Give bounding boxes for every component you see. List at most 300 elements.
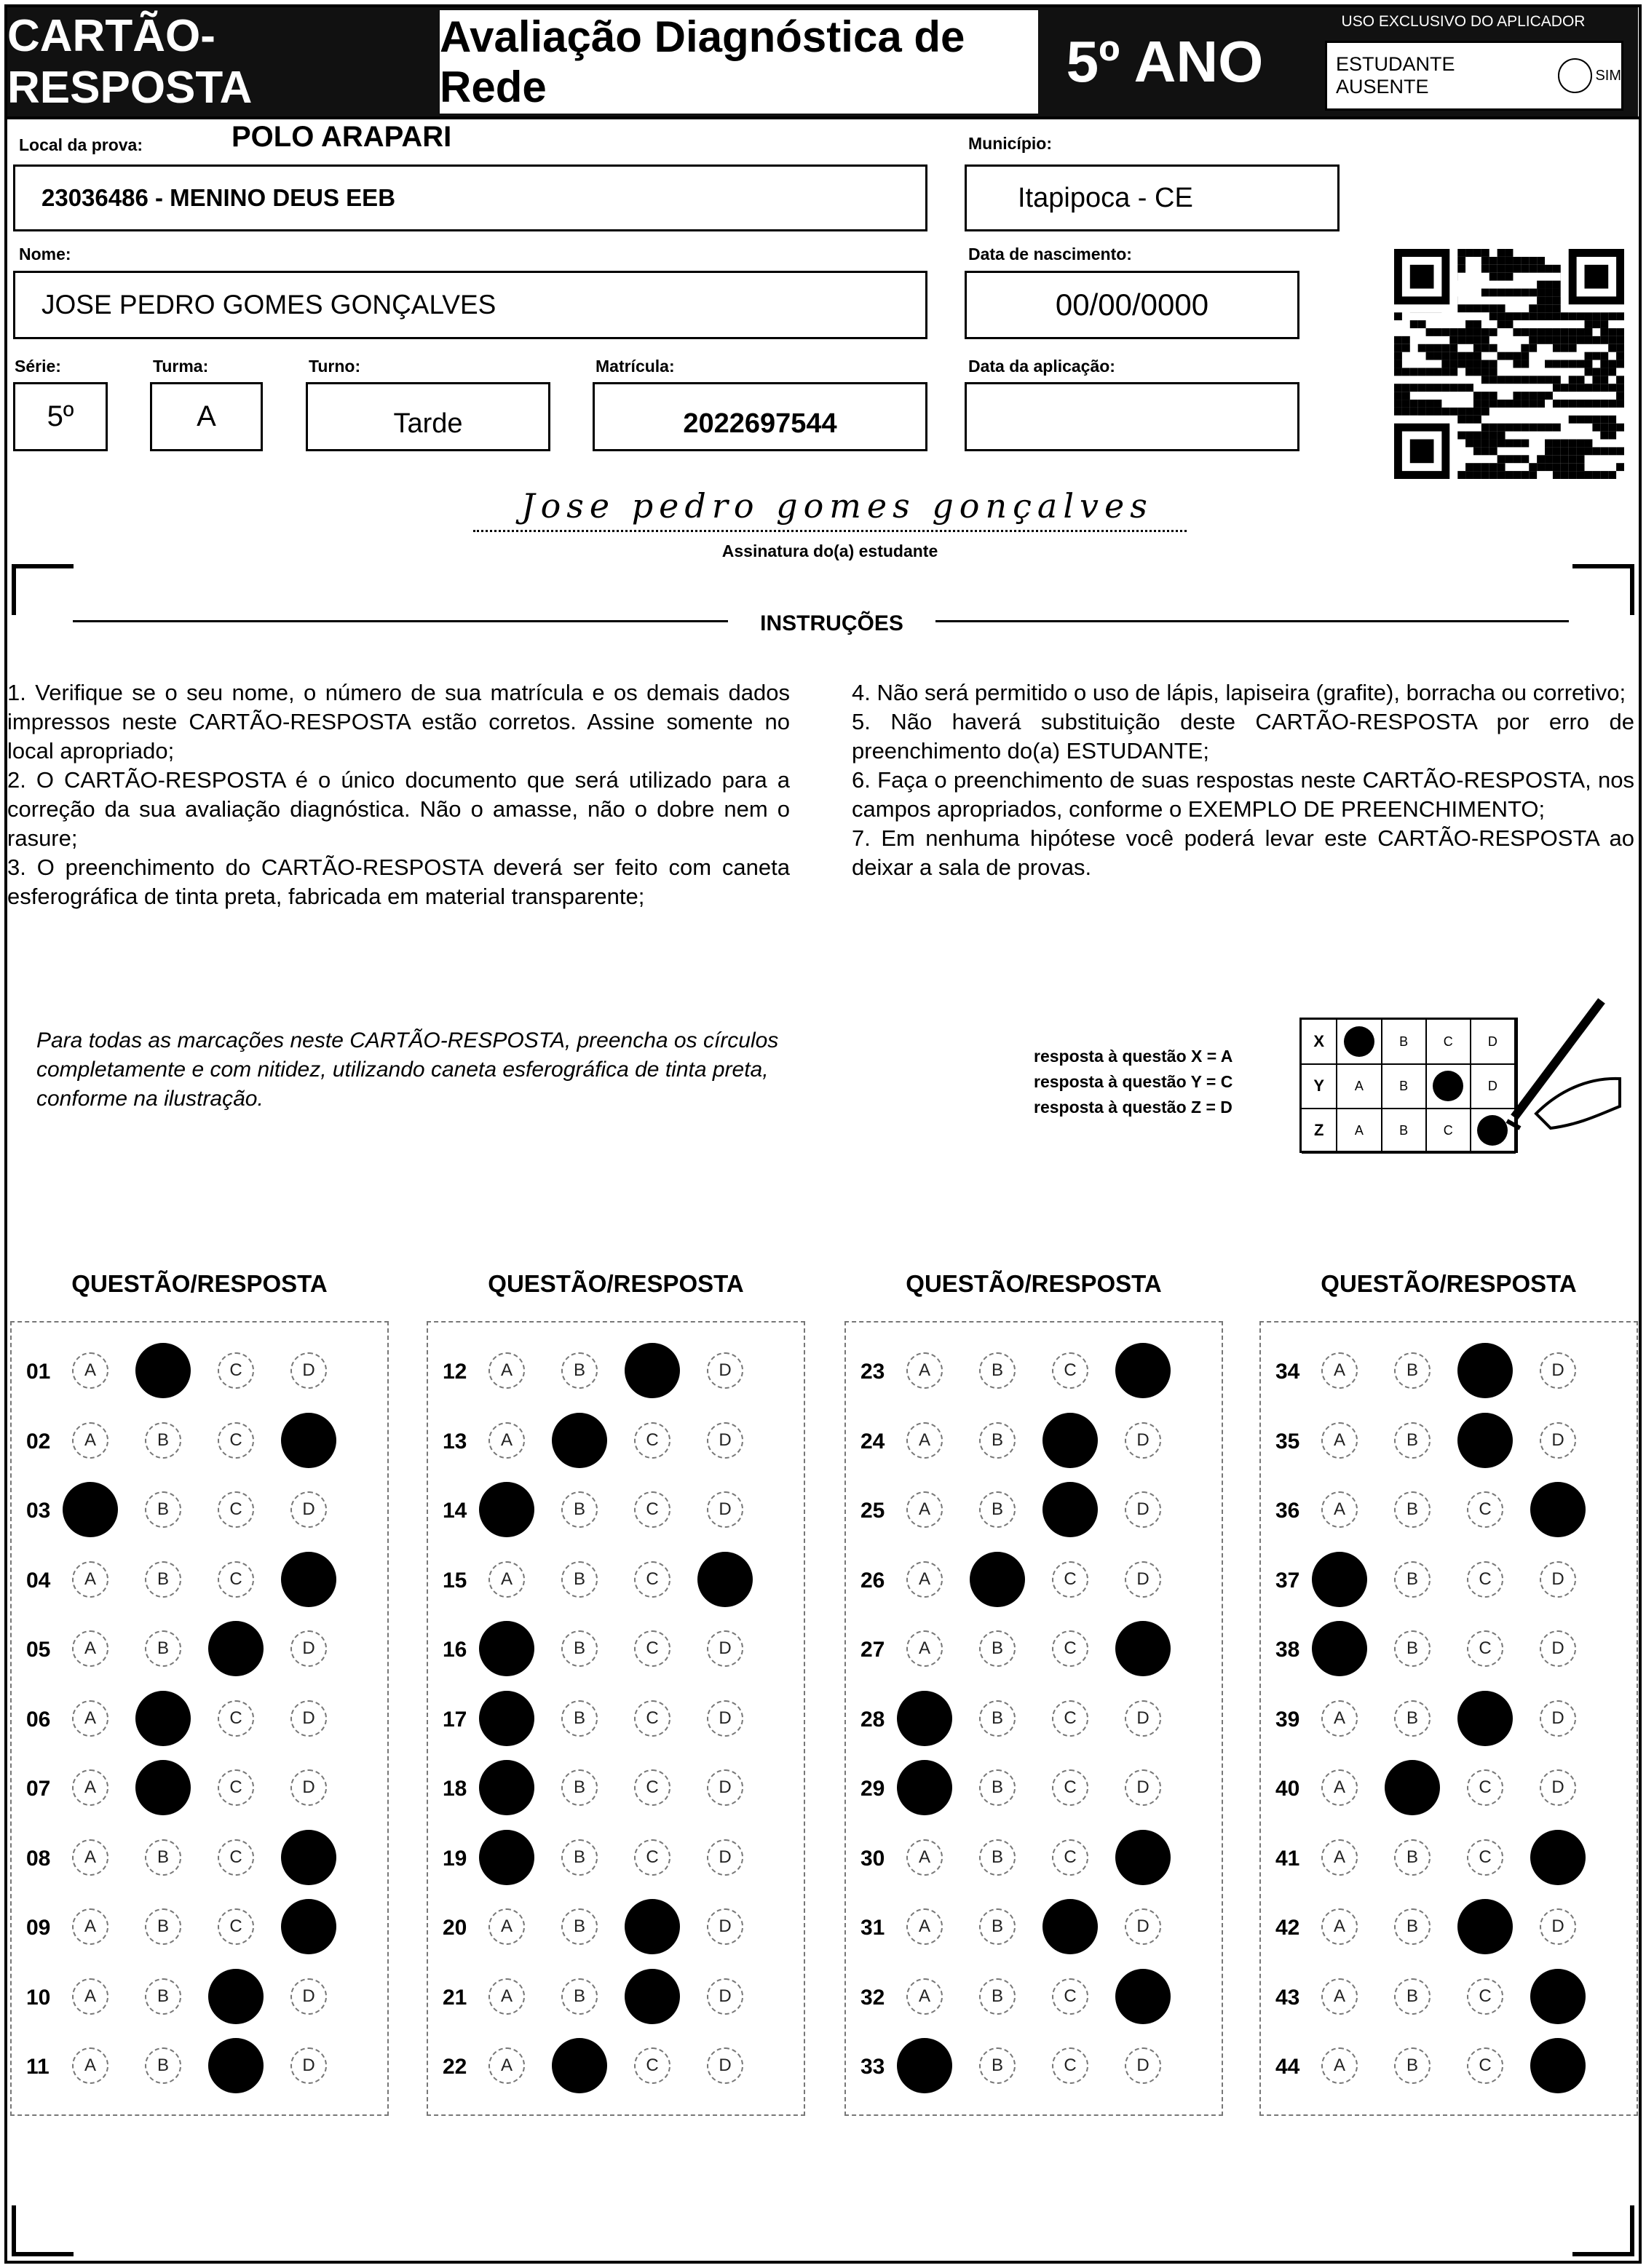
- answer-bubble-b[interactable]: B: [145, 2047, 181, 2084]
- answer-bubble-d[interactable]: D: [1125, 2047, 1161, 2084]
- example-row-label: X: [1302, 1020, 1337, 1063]
- answer-bubble-b[interactable]: [970, 1552, 1025, 1607]
- example-option-b: B: [1382, 1064, 1427, 1108]
- answer-bubble-b[interactable]: B: [979, 1352, 1016, 1389]
- answer-bubble-d[interactable]: D: [1540, 1422, 1576, 1459]
- answer-bubble-b[interactable]: B: [145, 1422, 181, 1459]
- answer-bubble-d[interactable]: D: [707, 1491, 743, 1528]
- answer-bubble-b[interactable]: B: [561, 1561, 598, 1598]
- pen-illustration: [1463, 997, 1631, 1143]
- question-number: 19: [443, 1846, 467, 1871]
- answer-bubble-a[interactable]: A: [488, 1422, 525, 1459]
- example-line-x: resposta à questão X = A: [1034, 1047, 1233, 1066]
- answer-bubble-c[interactable]: C: [634, 2047, 670, 2084]
- question-number: 24: [860, 1429, 885, 1454]
- answer-bubble-d[interactable]: [1115, 1621, 1171, 1676]
- applicator-label: USO EXCLUSIVO DO APLICADOR: [1341, 13, 1586, 30]
- answer-bubble-a[interactable]: A: [906, 1630, 943, 1667]
- question-number: 14: [443, 1499, 467, 1523]
- answer-bubble-d[interactable]: D: [707, 1769, 743, 1806]
- answer-bubble-d[interactable]: [1530, 1482, 1586, 1537]
- answer-bubble-b[interactable]: B: [1394, 1700, 1431, 1737]
- question-number: 33: [860, 2055, 885, 2079]
- answer-bubble-b[interactable]: B: [145, 1630, 181, 1667]
- question-number: 08: [26, 1846, 51, 1871]
- example-option-a: A: [1337, 1064, 1382, 1108]
- answer-bubble-c[interactable]: [1042, 1482, 1098, 1537]
- answer-bubble-c[interactable]: C: [1467, 1839, 1503, 1876]
- answer-bubble-c[interactable]: C: [1052, 1839, 1088, 1876]
- answer-column-title: QUESTÃO/RESPOSTA: [488, 1270, 744, 1297]
- answer-bubble-c[interactable]: [1042, 1899, 1098, 1954]
- answer-bubble-d[interactable]: D: [1540, 1769, 1576, 1806]
- answer-bubble-a[interactable]: A: [906, 1561, 943, 1598]
- answer-bubble-c[interactable]: C: [634, 1630, 670, 1667]
- question-number: 42: [1275, 1916, 1300, 1940]
- question-number: 39: [1275, 1707, 1300, 1732]
- application-date-label: Data da aplicação:: [968, 357, 1115, 376]
- answer-bubble-a[interactable]: A: [72, 2047, 108, 2084]
- question-number: 04: [26, 1568, 51, 1593]
- instructions-right: [852, 678, 1634, 882]
- answer-bubble-a[interactable]: A: [1321, 1978, 1358, 2015]
- answer-bubble-a[interactable]: [1312, 1552, 1367, 1607]
- question-number: 18: [443, 1777, 467, 1801]
- header-rule: [7, 116, 1639, 119]
- answer-bubble-c[interactable]: C: [218, 1908, 254, 1945]
- question-number: 10: [26, 1985, 51, 2010]
- answer-bubble-a[interactable]: A: [906, 1491, 943, 1528]
- answer-bubble-a[interactable]: A: [72, 1700, 108, 1737]
- answer-bubble-d[interactable]: [1530, 1969, 1586, 2024]
- answer-bubble-a[interactable]: [479, 1760, 534, 1815]
- answer-bubble-b[interactable]: [552, 1413, 607, 1468]
- instruction-5: 5. Não haverá substituição deste CARTÃO-RESPOSTA por erro de preenchimento do(a) ESTUDANTE;: [852, 709, 1634, 764]
- answer-bubble-b[interactable]: [552, 2038, 607, 2093]
- answer-bubble-d[interactable]: [697, 1552, 753, 1607]
- answer-bubble-b[interactable]: B: [561, 1908, 598, 1945]
- card-title: CARTÃO-RESPOSTA: [7, 7, 437, 116]
- answer-bubble-a[interactable]: A: [906, 1839, 943, 1876]
- answer-bubble-b[interactable]: [135, 1760, 191, 1815]
- answer-bubble-c[interactable]: [1457, 1899, 1513, 1954]
- answer-bubble-d[interactable]: D: [1125, 1908, 1161, 1945]
- example-row-label: Z: [1302, 1109, 1337, 1152]
- answer-bubble-a[interactable]: A: [1321, 1700, 1358, 1737]
- turma-label: Turma:: [153, 357, 209, 376]
- answer-bubble-c[interactable]: C: [1467, 1561, 1503, 1598]
- answer-bubble-c[interactable]: C: [1052, 2047, 1088, 2084]
- answer-bubble-d[interactable]: D: [290, 2047, 327, 2084]
- answer-bubble-b[interactable]: B: [561, 1839, 598, 1876]
- answer-bubble-b[interactable]: B: [1394, 1352, 1431, 1389]
- question-number: 20: [443, 1916, 467, 1940]
- example-row-label: Y: [1302, 1064, 1337, 1108]
- answer-bubble-a[interactable]: A: [906, 1422, 943, 1459]
- answer-bubble-b[interactable]: B: [979, 1978, 1016, 2015]
- answer-column-title: QUESTÃO/RESPOSTA: [1321, 1270, 1577, 1297]
- answer-bubble-c[interactable]: C: [218, 1769, 254, 1806]
- answer-bubble-b[interactable]: [135, 1343, 191, 1398]
- signature-label: Assinatura do(a) estudante: [721, 542, 938, 560]
- answer-bubble-c[interactable]: [1042, 1413, 1098, 1468]
- absent-box: [1325, 41, 1623, 111]
- answer-bubble-a[interactable]: [897, 1760, 952, 1815]
- answer-bubble-a[interactable]: [897, 1691, 952, 1746]
- matricula-field: [593, 382, 927, 451]
- answer-bubble-c[interactable]: C: [1052, 1978, 1088, 2015]
- answer-bubble-c[interactable]: [1457, 1691, 1513, 1746]
- answer-bubble-b[interactable]: B: [1394, 1978, 1431, 2015]
- answer-bubble-c[interactable]: C: [634, 1839, 670, 1876]
- answer-bubble-a[interactable]: A: [1321, 1839, 1358, 1876]
- question-number: 23: [860, 1360, 885, 1384]
- birth-value: 00/00/0000: [1055, 288, 1209, 322]
- answer-bubble-c[interactable]: C: [1052, 1352, 1088, 1389]
- matricula-value: 2022697544: [683, 408, 837, 439]
- answer-bubble-c[interactable]: C: [1467, 1769, 1503, 1806]
- answer-bubble-a[interactable]: [63, 1482, 118, 1537]
- answer-bubble-c[interactable]: C: [634, 1491, 670, 1528]
- answer-bubble-c[interactable]: C: [218, 1561, 254, 1598]
- answer-bubble-c[interactable]: C: [1467, 1630, 1503, 1667]
- answer-bubble-b[interactable]: B: [145, 1839, 181, 1876]
- question-number: 17: [443, 1707, 467, 1732]
- question-number: 31: [860, 1916, 885, 1940]
- answer-bubble-b[interactable]: B: [979, 1630, 1016, 1667]
- answer-bubble-a[interactable]: A: [1321, 1769, 1358, 1806]
- answer-bubble-d[interactable]: D: [1540, 1700, 1576, 1737]
- question-number: 32: [860, 1985, 885, 2010]
- answer-bubble-b[interactable]: B: [1394, 1422, 1431, 1459]
- answer-bubble-d[interactable]: D: [290, 1769, 327, 1806]
- question-number: 28: [860, 1707, 885, 1732]
- question-number: 02: [26, 1429, 51, 1454]
- answer-bubble-c[interactable]: [208, 1621, 264, 1676]
- instructions-title: INSTRUÇÕES: [760, 611, 903, 635]
- instruction-6: 6. Faça o preenchimento de suas respostas neste CARTÃO-RESPOSTA, nos campos apropriados, conforme o EXEMPLO DE PREENCHIMENTO;: [852, 767, 1634, 822]
- answer-bubble-b[interactable]: B: [1394, 1630, 1431, 1667]
- answer-bubble-a[interactable]: A: [1321, 1422, 1358, 1459]
- school-field: [13, 164, 927, 231]
- answer-bubble-a[interactable]: [479, 1691, 534, 1746]
- question-number: 37: [1275, 1568, 1300, 1593]
- answer-bubble-d[interactable]: D: [707, 1630, 743, 1667]
- answer-bubble-d[interactable]: D: [707, 1978, 743, 2015]
- name-label: Nome:: [19, 245, 71, 263]
- answer-bubble-b[interactable]: B: [145, 1908, 181, 1945]
- city-value: Itapipoca - CE: [1018, 182, 1193, 213]
- answer-bubble-c[interactable]: C: [1052, 1561, 1088, 1598]
- matricula-label: Matrícula:: [596, 357, 675, 376]
- example-option-a: [1337, 1020, 1382, 1063]
- city-label: Município:: [968, 134, 1052, 153]
- answer-bubble-a[interactable]: A: [488, 1908, 525, 1945]
- answer-bubble-d[interactable]: [281, 1552, 336, 1607]
- instructions-left: [7, 678, 790, 911]
- example-option-b: B: [1382, 1020, 1427, 1063]
- example-option-d: D: [1471, 1020, 1516, 1063]
- answer-bubble-b[interactable]: B: [145, 1978, 181, 2015]
- question-number: 03: [26, 1499, 51, 1523]
- answer-bubble-d[interactable]: D: [1125, 1422, 1161, 1459]
- question-number: 11: [26, 2055, 50, 2079]
- answer-bubble-b[interactable]: [1385, 1760, 1440, 1815]
- serie-value: 5º: [47, 400, 74, 432]
- answer-bubble-c[interactable]: C: [634, 1422, 670, 1459]
- answer-bubble-b[interactable]: B: [1394, 1908, 1431, 1945]
- corner-top-right: [1572, 564, 1634, 615]
- answer-bubble-a[interactable]: [479, 1482, 534, 1537]
- birth-field: [965, 271, 1299, 339]
- answer-bubble-c[interactable]: C: [1467, 1491, 1503, 1528]
- example-option-d: D: [1471, 1064, 1516, 1108]
- question-number: 09: [26, 1916, 51, 1940]
- answer-bubble-d[interactable]: D: [1125, 1700, 1161, 1737]
- instruction-3: 3. O preenchimento do CARTÃO-RESPOSTA deverá ser feito com caneta esferográfica de tinta preta, fabricada em material transparente;: [7, 855, 790, 909]
- answer-bubble-a[interactable]: [897, 2038, 952, 2093]
- turno-field: [306, 382, 550, 451]
- answer-bubble-d[interactable]: [281, 1899, 336, 1954]
- question-number: 38: [1275, 1638, 1300, 1662]
- answer-bubble-d[interactable]: [1115, 1343, 1171, 1398]
- example-line-z: resposta à questão Z = D: [1034, 1098, 1232, 1117]
- absent-label: ESTUDANTE AUSENTE: [1336, 53, 1455, 98]
- question-number: 34: [1275, 1360, 1300, 1384]
- answer-bubble-d[interactable]: D: [1540, 1630, 1576, 1667]
- answer-bubble-c[interactable]: C: [1467, 2047, 1503, 2084]
- answer-bubble-c[interactable]: C: [634, 1700, 670, 1737]
- instruction-2: 2. O CARTÃO-RESPOSTA é o único documento que será utilizado para a correção da sua avaliação diagnóstica. Não o amasse, não o dobre nem o rasure;: [7, 767, 790, 851]
- answer-bubble-d[interactable]: D: [707, 1908, 743, 1945]
- answer-bubble-a[interactable]: A: [1321, 1352, 1358, 1389]
- answer-bubble-c[interactable]: [208, 2038, 264, 2093]
- answer-bubble-d[interactable]: D: [290, 1978, 327, 2015]
- question-number: 29: [860, 1777, 885, 1801]
- answer-bubble-d[interactable]: D: [1125, 1491, 1161, 1528]
- answer-bubble-d[interactable]: [1530, 1830, 1586, 1885]
- answer-bubble-d[interactable]: D: [707, 1839, 743, 1876]
- question-number: 30: [860, 1846, 885, 1871]
- name-field: [13, 271, 927, 339]
- question-number: 27: [860, 1638, 885, 1662]
- answer-bubble-a[interactable]: A: [906, 1978, 943, 2015]
- answer-bubble-d[interactable]: [281, 1413, 336, 1468]
- answer-bubble-c[interactable]: C: [218, 1700, 254, 1737]
- local-label: Local da prova:: [19, 135, 143, 154]
- answer-column-title: QUESTÃO/RESPOSTA: [906, 1270, 1162, 1297]
- question-number: 26: [860, 1568, 885, 1593]
- answer-bubble-d[interactable]: [1115, 1969, 1171, 2024]
- answer-bubble-a[interactable]: A: [72, 1352, 108, 1389]
- answer-bubble-c[interactable]: [625, 1969, 680, 2024]
- question-number: 15: [443, 1568, 467, 1593]
- answer-bubble-a[interactable]: A: [72, 1978, 108, 2015]
- example-option-a: A: [1337, 1109, 1382, 1152]
- answer-bubble-a[interactable]: [479, 1621, 534, 1676]
- answer-bubble-b[interactable]: B: [979, 1908, 1016, 1945]
- answer-bubble-c[interactable]: C: [218, 1352, 254, 1389]
- turno-value: Tarde: [393, 408, 463, 439]
- answer-bubble-b[interactable]: [135, 1691, 191, 1746]
- signature: Jose pedro gomes gonçalves: [521, 486, 1153, 526]
- question-number: 41: [1275, 1846, 1300, 1871]
- turno-label: Turno:: [309, 357, 361, 376]
- answer-bubble-d[interactable]: D: [290, 1352, 327, 1389]
- answer-bubble-b[interactable]: B: [561, 1700, 598, 1737]
- local-value: POLO ARAPARI: [232, 121, 452, 153]
- answer-bubble-b[interactable]: B: [145, 1491, 181, 1528]
- answer-bubble-a[interactable]: A: [488, 1561, 525, 1598]
- answer-bubble-a[interactable]: A: [72, 1839, 108, 1876]
- answer-bubble-a[interactable]: A: [906, 1908, 943, 1945]
- answer-bubble-a[interactable]: A: [72, 1630, 108, 1667]
- answer-bubble-b[interactable]: B: [979, 1422, 1016, 1459]
- answer-bubble-d[interactable]: D: [707, 1422, 743, 1459]
- question-number: 06: [26, 1707, 51, 1732]
- example-option-c: C: [1427, 1109, 1471, 1152]
- answer-bubble-d[interactable]: D: [1540, 1352, 1576, 1389]
- answer-bubble-d[interactable]: D: [1540, 1561, 1576, 1598]
- fill-note: Para todas as marcações neste CARTÃO-RESPOSTA, preencha os círculos completamente e com nitidez, utilizando caneta esferográfica de tinta preta, conforme na ilustração.: [36, 1028, 779, 1111]
- answer-bubble-a[interactable]: A: [1321, 1491, 1358, 1528]
- answer-bubble-a[interactable]: A: [488, 1978, 525, 2015]
- question-number: 07: [26, 1777, 51, 1801]
- question-number: 36: [1275, 1499, 1300, 1523]
- answer-bubble-c[interactable]: C: [1052, 1769, 1088, 1806]
- answer-bubble-a[interactable]: A: [906, 1352, 943, 1389]
- application-date-field[interactable]: [965, 382, 1299, 451]
- answer-bubble-b[interactable]: B: [561, 1352, 598, 1389]
- corner-bottom-left: [12, 2205, 74, 2256]
- birth-label: Data de nascimento:: [968, 245, 1132, 263]
- question-number: 43: [1275, 1985, 1300, 2010]
- answer-bubble-c[interactable]: [1457, 1413, 1513, 1468]
- question-number: 44: [1275, 2055, 1300, 2079]
- answer-bubble-d[interactable]: [1530, 2038, 1586, 2093]
- answer-bubble-d[interactable]: D: [290, 1630, 327, 1667]
- answer-bubble-a[interactable]: A: [72, 1908, 108, 1945]
- qr-code: [1394, 249, 1624, 479]
- question-number: 01: [26, 1360, 51, 1384]
- answer-bubble-a[interactable]: A: [488, 2047, 525, 2084]
- grade-title: 5º ANO: [1041, 7, 1289, 116]
- answer-bubble-d[interactable]: D: [1125, 1769, 1161, 1806]
- answer-bubble-a[interactable]: A: [1321, 2047, 1358, 2084]
- instr-rule-left: [73, 620, 728, 622]
- answer-bubble-c[interactable]: [625, 1343, 680, 1398]
- answer-bubble-c[interactable]: C: [1052, 1700, 1088, 1737]
- answer-bubble-c[interactable]: C: [1052, 1630, 1088, 1667]
- answer-bubble-d[interactable]: D: [707, 1700, 743, 1737]
- answer-bubble-b[interactable]: B: [145, 1561, 181, 1598]
- question-number: 16: [443, 1638, 467, 1662]
- answer-bubble-c[interactable]: C: [218, 1491, 254, 1528]
- serie-field: [13, 382, 108, 451]
- serie-label: Série:: [15, 357, 61, 376]
- answer-bubble-c[interactable]: [208, 1969, 264, 2024]
- example-option-b: B: [1382, 1109, 1427, 1152]
- question-number: 13: [443, 1429, 467, 1454]
- answer-bubble-a[interactable]: A: [72, 1561, 108, 1598]
- corner-top-left: [12, 564, 74, 615]
- answer-bubble-b[interactable]: B: [561, 1491, 598, 1528]
- absent-option: SIM: [1595, 67, 1621, 84]
- absent-bubble[interactable]: [1558, 58, 1593, 93]
- answer-bubble-b[interactable]: B: [979, 1700, 1016, 1737]
- answer-bubble-a[interactable]: A: [488, 1352, 525, 1389]
- example-line-y: resposta à questão Y = C: [1034, 1072, 1233, 1091]
- question-number: 35: [1275, 1429, 1300, 1454]
- answer-bubble-a[interactable]: [1312, 1621, 1367, 1676]
- answer-bubble-b[interactable]: B: [979, 1491, 1016, 1528]
- corner-bottom-right: [1572, 2205, 1634, 2256]
- city-field: [965, 164, 1340, 231]
- answer-bubble-c[interactable]: C: [218, 1839, 254, 1876]
- name-value: JOSE PEDRO GOMES GONÇALVES: [41, 290, 496, 320]
- answer-bubble-d[interactable]: D: [290, 1491, 327, 1528]
- answer-bubble-d[interactable]: D: [707, 1352, 743, 1389]
- instruction-4: 4. Não será permitido o uso de lápis, lapiseira (grafite), borracha ou corretivo;: [852, 680, 1626, 705]
- answer-bubble-b[interactable]: B: [561, 1630, 598, 1667]
- instruction-1: 1. Verifique se o seu nome, o número de sua matrícula e os demais dados impressos neste CARTÃO-RESPOSTA estão corretos. Assine somente no local apropriado;: [7, 680, 790, 764]
- answer-bubble-b[interactable]: B: [561, 1769, 598, 1806]
- question-number: 05: [26, 1638, 51, 1662]
- question-number: 40: [1275, 1777, 1300, 1801]
- answer-column-title: QUESTÃO/RESPOSTA: [71, 1270, 328, 1297]
- answer-bubble-c[interactable]: C: [218, 1422, 254, 1459]
- answer-bubble-c[interactable]: [625, 1899, 680, 1954]
- answer-bubble-a[interactable]: A: [1321, 1908, 1358, 1945]
- answer-bubble-c[interactable]: [1457, 1343, 1513, 1398]
- answer-bubble-a[interactable]: [479, 1830, 534, 1885]
- answer-bubble-d[interactable]: D: [707, 2047, 743, 2084]
- answer-bubble-b[interactable]: B: [979, 1769, 1016, 1806]
- instr-rule-right: [935, 620, 1569, 622]
- question-number: 21: [443, 1985, 467, 2010]
- exam-title: Avaliação Diagnóstica de Rede: [437, 7, 1041, 116]
- example-option-c: C: [1427, 1020, 1471, 1063]
- applicator-box: [1289, 7, 1638, 116]
- answer-bubble-b[interactable]: B: [1394, 1839, 1431, 1876]
- answer-bubble-b[interactable]: B: [1394, 1491, 1431, 1528]
- question-number: 25: [860, 1499, 885, 1523]
- answer-bubble-b[interactable]: B: [1394, 2047, 1431, 2084]
- question-number: 12: [443, 1360, 467, 1384]
- instruction-7: 7. Em nenhuma hipótese você poderá levar este CARTÃO-RESPOSTA ao deixar a sala de provas.: [852, 825, 1634, 880]
- answer-bubble-c[interactable]: C: [1467, 1978, 1503, 2015]
- answer-bubble-c[interactable]: C: [634, 1769, 670, 1806]
- answer-bubble-b[interactable]: B: [979, 2047, 1016, 2084]
- answer-bubble-a[interactable]: A: [72, 1422, 108, 1459]
- answer-bubble-b[interactable]: B: [979, 1839, 1016, 1876]
- example-legend: [1034, 1044, 1274, 1120]
- answer-bubble-a[interactable]: A: [72, 1769, 108, 1806]
- answer-bubble-b[interactable]: B: [561, 1978, 598, 2015]
- answer-bubble-c[interactable]: C: [634, 1561, 670, 1598]
- signature-line: [473, 530, 1187, 532]
- school-value: 23036486 - MENINO DEUS EEB: [41, 184, 396, 211]
- answer-bubble-d[interactable]: [281, 1830, 336, 1885]
- answer-bubble-d[interactable]: [1115, 1830, 1171, 1885]
- answer-bubble-d[interactable]: D: [1125, 1561, 1161, 1598]
- question-number: 22: [443, 2055, 467, 2079]
- answer-bubble-d[interactable]: D: [1540, 1908, 1576, 1945]
- turma-field: [150, 382, 263, 451]
- turma-value: A: [197, 400, 216, 432]
- answer-bubble-b[interactable]: B: [1394, 1561, 1431, 1598]
- answer-bubble-d[interactable]: D: [290, 1700, 327, 1737]
